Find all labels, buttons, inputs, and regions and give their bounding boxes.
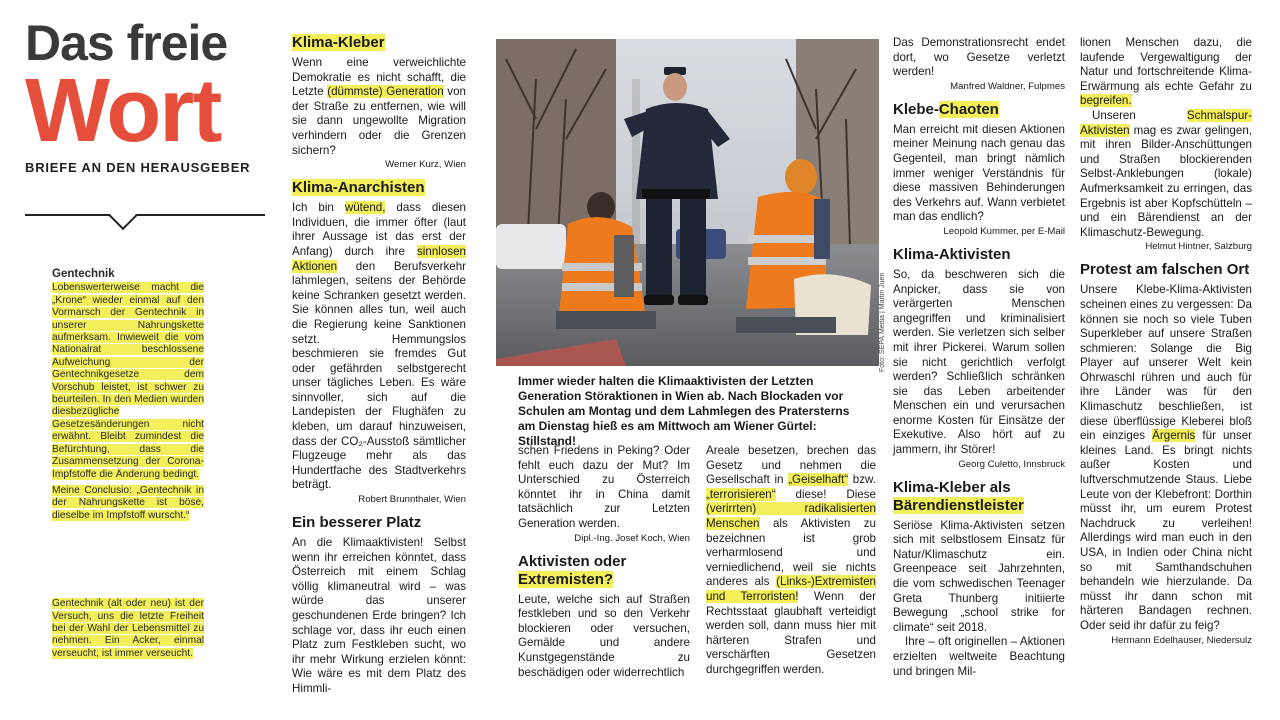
clipping-paragraph-2: Gentechnik (alt oder neu) ist der Versuch, uns die letzte Freiheit bei der Wahl der Lebensmittel zu nehmen. Ein Acker, einmal verseucht, ist immer verseucht. xyxy=(52,598,204,659)
letter-body: schen Friedens in Peking? Oder fehlt euch dazu der Mut? Im Unterschied zu Österreich könntet ihr in China damit tatsächlich zur Letzten Generation werden. xyxy=(518,444,690,530)
letter-body: lionen Menschen dazu, die laufende Vergewaltigung der Natur und fortschreitende Klima-Erwärmung als echte Gefahr zu begreifen. xyxy=(1080,36,1252,108)
clipping-conclusion: Meine Conclusio: „Gentechnik in der Nahrungskette ist böse, dieselbe im Impfstoff wurscht.“ xyxy=(52,484,204,521)
letter-heading: Ein besserer Platz xyxy=(292,514,422,532)
letter-heading: Klima-Aktivisten xyxy=(893,245,1011,263)
photo-credit: Foto: SEPA.Media | Martin Juen xyxy=(879,272,886,372)
photo-climate-activists-street xyxy=(496,39,879,366)
clipping-heading: Gentechnik xyxy=(52,268,115,280)
clipping-paragraph: Lobenswerterweise macht die „Krone“ wieder einmal auf den Vormarsch der Gentechnik in unserer Nahrungskette aufmerksam. Inwieweit die vom Nationalrat beschlossene Aufweichung der Gentechnikgesetze dem Vorschub leistet, ist schwer zu beurteilen. In den Medien wurden diesbezügliche Gesetzesänderungen nicht erwähnt. Bleibt zumindest die Befürchtung, dass die Zusammensetzung der Corona-Impfstoffe die Änderung bedingt. xyxy=(52,282,204,480)
letter-signature: Hermann Edelhauser, Niedersulz xyxy=(1111,634,1252,646)
letter-signature: Werner Kurz, Wien xyxy=(385,159,466,171)
letter-signature: Helmut Hintner, Salzburg xyxy=(1145,241,1252,253)
letter-heading: Klima-Kleber xyxy=(292,34,385,51)
letter-heading: Klebe-Chaoten xyxy=(893,100,999,118)
letter-body: Ich bin wütend, dass diesen Individuen, die immer öfter (laut ihrer Aussage ist das erst der Anfang) durch ihre sinnlosen Aktionen den Berufsverkehr lahmlegen, seitens der Behörde keine Schranken gesetzt werden. Sie können alles tun, weil auch die Regierung keine Sanktionen setzt. Hemmungslos beschmieren sie fremdes Gut oder gefährden selbstgerecht unser tägliches Leben. Es wäre sinnvoller, sich auf die Landepisten der Flughäfen zu kleben, um darauf hinzuweisen, dass der CO₂-Ausstoß sämtlicher Flugzeuge mehr als das Hundertfache des Stadtverkehrs beträgt. xyxy=(292,201,466,492)
letter-heading: Klima-Anarchisten xyxy=(292,179,425,197)
letter-body: Unseren Schmalspur-Aktivisten mag es zwar gelingen, mit ihren Bilder-Anschüttungen und Straßen blockierenden Selbst-Anklebungen (lokale) Aufmerksamkeit zu erringen, das Ergebnis ist aber Kopfschütteln – und ein Bärendienst an der Klimaschutz-Bewegung. xyxy=(1080,108,1252,239)
letter-heading: Protest am falschen Ort xyxy=(1080,261,1250,279)
letter-signature: Manfred Waldner, Fulpmes xyxy=(950,80,1065,92)
letter-body: Wenn eine verweichlichte Demokratie es nicht schafft, die Letzte (dümmste) Generation von der Straße zu entfernen, wie will sie dann ungewollte Migration verhindern oder die Grenzen sichern? xyxy=(292,56,466,157)
letter-signature: Robert Brunnthaler, Wien xyxy=(358,494,466,506)
letter-signature: Georg Culetto, Innsbruck xyxy=(958,458,1065,470)
letters-column-4 xyxy=(893,36,1065,679)
masthead-title: Wort xyxy=(25,61,221,161)
letter-body: Seriöse Klima-Aktivisten setzen sich mit selbstlosem Einsatz für Natur/Klimaschutz ein. Greenpeace seit Jahrzehnten, die vom schwedischen Teenager Greta Thunberg initiierte Bewegung „school strike for climate“ seit 2018. xyxy=(893,518,1065,634)
masthead-subtitle: BRIEFE AN DEN HERAUSGEBER xyxy=(25,160,251,175)
letter-signature: Leopold Kummer, per E-Mail xyxy=(943,225,1065,237)
letter-body: Das Demonstrationsrecht endet dort, wo Gesetze verletzt werden! xyxy=(893,36,1065,79)
letters-column-3 xyxy=(706,444,876,678)
letter-body: Leute, welche sich auf Straßen festkleben und so den Verkehr blockieren oder versuchen, Gemälde und andere Kunstgegenstände zu beschädigen oder widerrechtlich xyxy=(518,592,690,679)
letter-body: Unsere Klebe-Klima-Aktivisten scheinen eines zu vergessen: Da können sie noch so viele Tuben Superkleber auf unsere Straßen schmieren: Solange die Big Player auf unserer Welt kein Ohrwaschl rühren und auch für ihre Länder was für den Klimaschutz beschließen, ist diese überflüssige Kleberei bloß ein einziges Ärgernis für unser kleines Land. Es bringt nichts außer Kosten und luftverschmutzende Staus. Liebe Leute von der Klebefront: Dorthin müsst ihr, um eurem Protest Nachdruck zu verleihen! Allerdings wird man euch in den USA, in Indien oder China nicht so mit Samthandschuhen behandeln wie hierzulande. Da müsst ihr dann schon mit härteren Bandagen rechnen. Oder seid ihr dafür zu feig? xyxy=(1080,283,1252,632)
letter-body: An die Klimaaktivisten! Selbst wenn ihr erreichen könntet, dass Österreich mit einem Schlag völlig klimaneutral wird – was würde das unserer geschundenen Erde bringen? Ich schlage vor, dass ihr euch einen Platz zum Festkleben sucht, wo ihr mehr Wirkung erzielen könnt: Wie wäre es mit dem Platz des Himmli- xyxy=(292,536,466,695)
letter-signature: Dipl.-Ing. Josef Koch, Wien xyxy=(574,532,690,544)
letter-body: So, da beschweren sich die Anpicker, dass sie von verärgerten Menschen angegriffen und kriminalisiert werden. Sie verletzen sich selber mit ihrer Pickerei. Warum sollen sie nicht gerichtlich verfolgt werden? Schließlich schränken sie das Leben arbeitender Menschen ein und verursachen enorme Kosten für Einsätze der Exekutive. Also hört auf zu jammern, ihr Störer! xyxy=(893,267,1065,457)
masthead-line1: Das freie xyxy=(25,15,228,71)
speech-bubble-tail xyxy=(109,202,137,230)
masthead-divider xyxy=(25,214,265,216)
masthead xyxy=(25,15,265,175)
letters-column-5 xyxy=(1080,36,1252,647)
letter-body: Man erreicht mit diesen Aktionen meiner Meinung nach genau das Gegenteil, man bringt nämlich immer weniger Verständnis für diese massiven Behinderungen des Verkehrs auf. Wann verbietet man das endlich? xyxy=(893,122,1065,224)
clipping-column xyxy=(52,268,204,660)
letter-body: Areale besetzen, brechen das Gesetz und nehmen die Gesellschaft in „Geiselhaft“ bzw. „terrorisieren“ diese! Diese (verirrten) radikalisierten Menschen als Aktivisten zu bezeichnen ist grob verharmlosend und verniedlichend, weil sie nichts anderes als (Links-)Extremisten und Terroristen! Wenn der Rechtsstaat glaubhaft verteidigt werden soll, dann muss hier mit härteren Strafen und verschärften Gesetzen durchgegriffen werden. xyxy=(706,444,876,676)
letter-heading: Aktivisten oder Extremisten? xyxy=(518,552,627,588)
photo-caption: Immer wieder halten die Klimaaktivisten der Letzten Generation Störaktionen in Wien ab. Nach Blockaden vor Schulen am Montag und dem Lahmlegen des Pratersterns am Dienstag hieß es am Mittwoch am Wiener Gürtel: Stillstand! xyxy=(518,374,850,448)
letters-column-2 xyxy=(518,444,690,680)
news-photo xyxy=(496,39,879,366)
letter-body: Ihre – oft originellen – Aktionen erzielten weltweite Beachtung und bringen Mil- xyxy=(893,635,1065,678)
letters-column-1 xyxy=(292,34,466,697)
letter-heading: Klima-Kleber als Bärendienstleister xyxy=(893,478,1024,514)
